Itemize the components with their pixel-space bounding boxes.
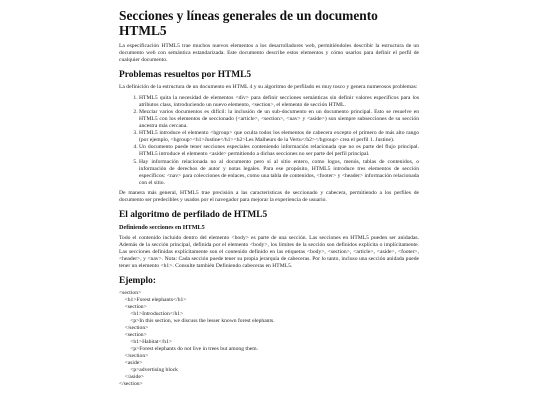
section-heading-algorithm: El algoritmo de perfilado de HTML5 <box>119 210 268 221</box>
code-line: <h1>Introduction</h1> <box>119 310 184 317</box>
problems-intro-paragraph: La definición de la estructura de un documento en HTML 4 y su algoritmo de perfilado es muy tosco y genera numerosos problemas: <box>119 83 418 90</box>
list-item: 4. Un documento puede tener secciones especiales conteniendo información relacionada que no es parte del flujo principal. HTML5 introduce el elemento <aside> permitiendo a dichas secciones no ser parte del perfil principal. <box>139 144 419 158</box>
list-item: 3. HTML5 introduce el elemento <hgroup> que oculta todos los elementos de cabecera excepto el primero de más alto rango (por ejemplo, <hgroup><h1>Justine</h1><h2>Les Malheurs de la Vertu</h2></hgroup> crea el perfil 1. Justine). <box>139 130 419 144</box>
algorithm-paragraph: Todo el contenido incluido dentro del elemento <body> es parte de una sección. Las secciones en HTML5 pueden ser anidadas. Además de la sección principal, definida por el elemento <body>, los límites de la sección son definidos explícita o implícitamente. Las secciones definidas explícitamente son el contenido definido en las etiquetas <body>, <section>, <article>, <aside>, <footer>, <header>, y <nav>. Nota: Cada sección puede tener su propia jerarquía de cabeceras. Por lo tanto, incluso una sección anidada puede tener un elemento <h1>. Consulte también Definiendo cabeceras en HTML5. <box>119 235 419 269</box>
code-line: </section> <box>119 380 143 387</box>
subheading-defining-sections: Definiendo secciones en HTML5 <box>119 224 205 232</box>
page-title: Secciones y líneas generales de un documento HTML5 <box>119 8 378 38</box>
list-item: 1. HTML5 quita la necesidad de elementos <div> para definir secciones semánticas sin definir valores específicos para los atributos class, introduciendo un nuevo elemento, <section>, el elemento de sección HTML. <box>139 95 419 109</box>
code-line: <aside> <box>119 359 143 366</box>
example-heading: Ejemplo: <box>119 275 156 286</box>
code-line: <h1>Habitat</h1> <box>119 338 173 345</box>
code-line: <p>Forest elephants do not live in trees but among them. <box>119 345 258 352</box>
problems-outro-paragraph: De manera más general, HTML5 trae precisión a las características de seccionado y cabecera, permitiendo a los perfiles de documento ser predecibles y usados por el navegador para mejorar la experiencia de usuario. <box>119 190 419 204</box>
list-item: 2. Mezclar varios documentos es difícil: la inclusión de un sub-documento en un documento principal. Esto se resuelve en HTML5 con los elementos de seccionado (<article>, <section>, <nav> y <aside>) son siempre subsecciones de su sección ancestra más cercana. <box>139 109 419 130</box>
code-line: <section> <box>119 289 142 296</box>
code-line: </section> <box>119 352 149 359</box>
code-line: <section> <box>119 331 147 338</box>
code-line: <p>In this section, we discuss the lesser known forest elephants. <box>119 317 275 324</box>
code-line: </section> <box>119 324 149 331</box>
code-line: </aside> <box>119 373 144 380</box>
code-line: <section> <box>119 303 147 310</box>
list-item: 5. Hay información relacionada no al documento pero sí al sitio entero, como logos, menús, tablas de contenidos, o información de derechos de autor y notas legales. Para ese propósito, HTML5 introduce tres elementos de sección específicos: <nav> para colecciones de enlaces, como una tabla de contenidos, <footer> y <header> información relacionada con el sitio. <box>139 159 419 187</box>
problems-list <box>119 95 419 187</box>
section-heading-problems: Problemas resueltos por HTML5 <box>119 69 252 80</box>
code-example <box>119 290 419 388</box>
document-content <box>119 8 419 388</box>
code-line: <p>advertising block <box>119 366 178 373</box>
intro-paragraph: La especificación HTML5 trae muchos nuevos elementos a los desarrolladores web, permitiéndoles describir la estructura de un documento web con semántica estandarizada. Este documento describe estos elementos y cómo usarlos para definir el perfil de cualquier documento. <box>119 43 419 63</box>
code-line: <h1>Forest elephants</h1> <box>119 296 187 303</box>
